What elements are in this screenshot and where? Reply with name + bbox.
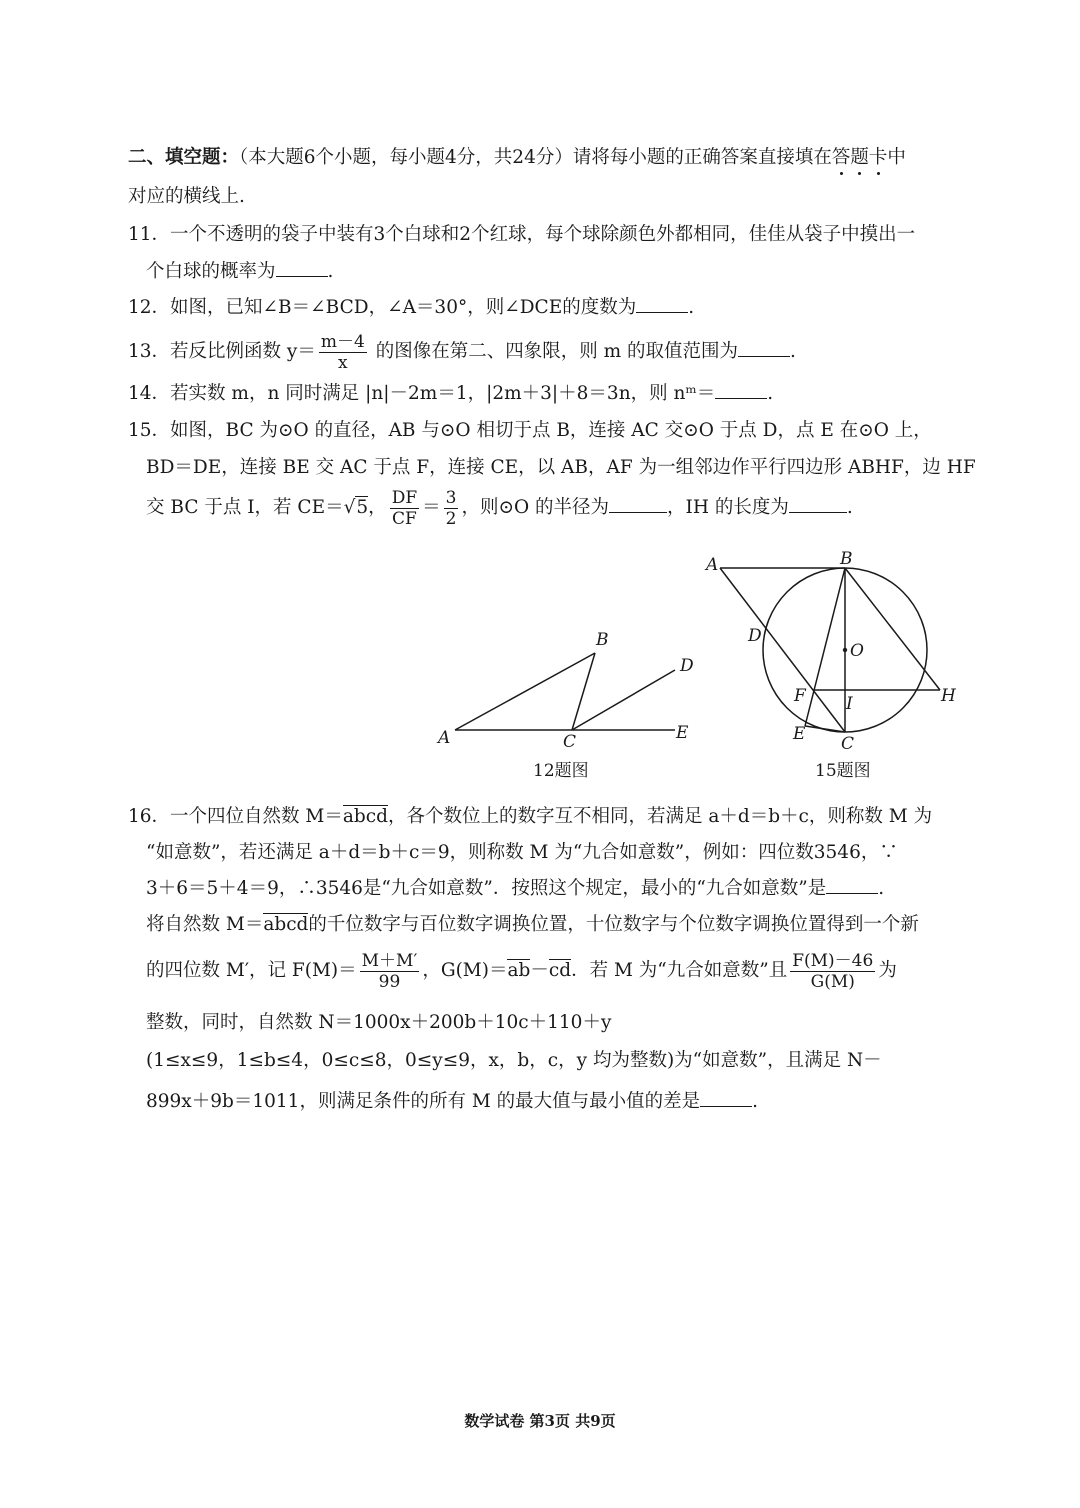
q15-text-mid2: ，IH 的长度为 <box>667 497 789 518</box>
question-13: 13．若反比例函数 y＝ $\frac{m-4}{x}$ 的图像在第二、四象限，则 m 的取值范围为 . <box>128 331 796 373</box>
q15-fraction <box>390 488 419 529</box>
line-AB <box>455 653 595 730</box>
q16-text-4: 将自然数 M＝ <box>146 914 264 935</box>
q16-fraction-FG <box>790 951 875 992</box>
question-16-line6: 整数，同时，自然数 N＝1000x＋200b＋10c＋110＋y <box>146 1012 612 1033</box>
question-14: 14．若实数 m，n 同时满足 |n|－2m＝1，|2m＋3|＋8＝3n，则 nᵐ＝ . <box>128 380 968 407</box>
q16-fraction-F <box>360 951 420 992</box>
center-point <box>843 648 847 652</box>
label-I: I <box>846 694 853 714</box>
line-EC <box>805 726 845 732</box>
figure-12-caption: 12题图 <box>533 761 589 781</box>
page-footer: 数学试卷 第3页 共9页 <box>464 1412 616 1430</box>
q16-text: 16．一个四位自然数 M＝ <box>128 806 343 827</box>
section-desc: （本大题6个小题，每小题4分，共24分）请将每小题的正确答案直接填在 <box>239 147 832 168</box>
answer-blank <box>636 294 688 313</box>
line-BH <box>845 568 940 690</box>
q16-text-5-mid: ，G(M)＝ <box>422 960 508 981</box>
question-16-line5 <box>146 948 986 994</box>
label-E: E <box>676 723 689 743</box>
question-16-line7: (1≤x≤9，1≤b≤4，0≤c≤8，0≤y≤9，x，b，c，y 均为整数)为“如意数”，且满足 N－ <box>146 1050 882 1071</box>
q13-fraction <box>319 332 367 373</box>
line-AC <box>720 568 845 732</box>
fraction-numerator: F(M)－46 <box>792 950 874 971</box>
label-D: D <box>680 656 694 676</box>
fraction-numerator: m－4 <box>320 331 365 352</box>
question-16-line4 <box>146 912 986 938</box>
section-title: 二、填空题： <box>128 147 240 168</box>
question-11-line1: 11．一个不透明的袋子中装有3个白球和2个红球，每个球除颜色外都相同，佳佳从袋子中摸出一 <box>128 224 916 245</box>
overline-ab: ab <box>507 960 531 981</box>
answer-blank <box>700 1088 752 1107</box>
fraction-denominator: 99 <box>378 971 401 992</box>
figure-15 <box>700 548 970 758</box>
q16-text-5-end: 为 <box>878 960 897 981</box>
q16-text-4-end: 的千位数字与百位数字调换位置，十位数字与个位数字调换位置得到一个新 <box>308 914 919 935</box>
label-D: D <box>748 626 762 646</box>
label-A: A <box>706 555 719 575</box>
q13-text: 13．若反比例函数 y＝ <box>128 341 316 362</box>
question-15-line2: BD＝DE，连接 BE 交 AC 于点 F，连接 CE，以 AB，AF 为一组邻边作平行四边形 ABHF，边 HF <box>146 457 976 478</box>
label-H: H <box>941 686 956 706</box>
equals-sign: ＝ <box>422 497 441 518</box>
fraction-denominator: x <box>338 352 348 373</box>
minus-sign: － <box>530 960 549 981</box>
label-E: E <box>793 724 806 744</box>
overline-abcd: abcd <box>263 914 309 935</box>
question-16-line1 <box>128 804 968 830</box>
question-11-line2: 个白球的概率为 . <box>146 258 986 285</box>
answer-blank <box>738 338 790 357</box>
question-16-line8: 899x＋9b＝1011，则满足条件的所有 M 的最大值与最小值的差是 . <box>146 1088 986 1115</box>
q12-text: 12．如图，已知∠B＝∠BCD，∠A＝30°，则∠DCE的度数为 <box>128 297 637 318</box>
sqrt-sign: √ <box>343 497 356 518</box>
section-desc-line2: 对应的横线上. <box>128 186 245 207</box>
fraction-numerator: DF <box>391 487 418 508</box>
question-12: 12．如图，已知∠B＝∠BCD，∠A＝30°，则∠DCE的度数为 . <box>128 294 968 321</box>
question-16-line2: “如意数”，若还满足 a＋d＝b＋c＝9，则称数 M 为“九合如意数”，例如：四位数3546，∵ <box>146 842 898 863</box>
fraction-denominator: CF <box>392 508 417 529</box>
q11-text: 个白球的概率为 <box>146 261 276 282</box>
sqrt-value: 5 <box>356 497 369 518</box>
q14-text: 14．若实数 m，n 同时满足 |n|－2m＝1，|2m＋3|＋8＝3n，则 nᵐ＝ <box>128 383 716 404</box>
label-B: B <box>596 630 609 650</box>
question-15-line1: 15．如图，BC 为⊙O 的直径，AB 与⊙O 相切于点 B，连接 AC 交⊙O 于点 D，点 E 在⊙O 上， <box>128 420 932 441</box>
q16-text-end: ，各个数位上的数字互不相同，若满足 a＋d＝b＋c，则称数 M 为 <box>387 806 933 827</box>
q15-fraction-2 <box>444 488 459 529</box>
figure-12 <box>430 625 710 755</box>
section-header <box>128 145 968 171</box>
dotted-char: 题 <box>850 147 869 168</box>
q16-text-5: 的四位数 M′，记 F(M)＝ <box>146 960 357 981</box>
section-desc-end: 中 <box>887 147 906 168</box>
q15-text: 交 BC 于点 I，若 CE＝ <box>146 497 344 518</box>
dotted-char: 卡 <box>868 147 888 168</box>
q16-text-5-mid2: ．若 M 为“九合如意数”且 <box>571 960 788 981</box>
answer-blank <box>826 875 878 894</box>
answer-blank <box>609 494 667 513</box>
fraction-denominator: 2 <box>445 508 457 529</box>
q13-text-end: 的图像在第二、四象限，则 m 的取值范围为 <box>369 341 738 362</box>
fraction-numerator: 3 <box>445 487 457 508</box>
question-16-line3: 3＋6＝5＋4＝9，∴3546是“九合如意数”．按照这个规定，最小的“九合如意数”是 . <box>146 875 986 902</box>
label-O: O <box>850 641 864 661</box>
dotted-char: 答 <box>831 147 851 168</box>
q16-text-3: 3＋6＝5＋4＝9，∴3546是“九合如意数”．按照这个规定，最小的“九合如意数”是 <box>146 878 827 899</box>
question-15-line3: 交 BC 于点 I，若 CE＝√5， $\frac{DF}{CF}$ ＝ $\frac{3}{2}$ ，则⊙O 的半径为 ，IH 的长度为 . <box>146 487 853 529</box>
label-C: C <box>563 732 577 752</box>
answer-blank <box>715 380 767 399</box>
fraction-numerator: M＋M′ <box>361 950 418 971</box>
fraction-denominator: G(M) <box>810 971 855 992</box>
overline-cd: cd <box>548 960 572 981</box>
answer-blank <box>276 258 328 277</box>
q16-text-8: 899x＋9b＝1011，则满足条件的所有 M 的最大值与最小值的差是 <box>146 1091 701 1112</box>
label-F: F <box>794 686 806 706</box>
q15-text-mid: ，则⊙O 的半径为 <box>461 497 610 518</box>
overline-abcd: abcd <box>342 806 388 827</box>
figure-15-caption: 15题图 <box>815 761 871 781</box>
line-BE <box>805 568 845 726</box>
label-A: A <box>438 728 451 748</box>
answer-blank <box>789 494 847 513</box>
label-C: C <box>841 734 855 754</box>
label-B: B <box>840 549 853 569</box>
